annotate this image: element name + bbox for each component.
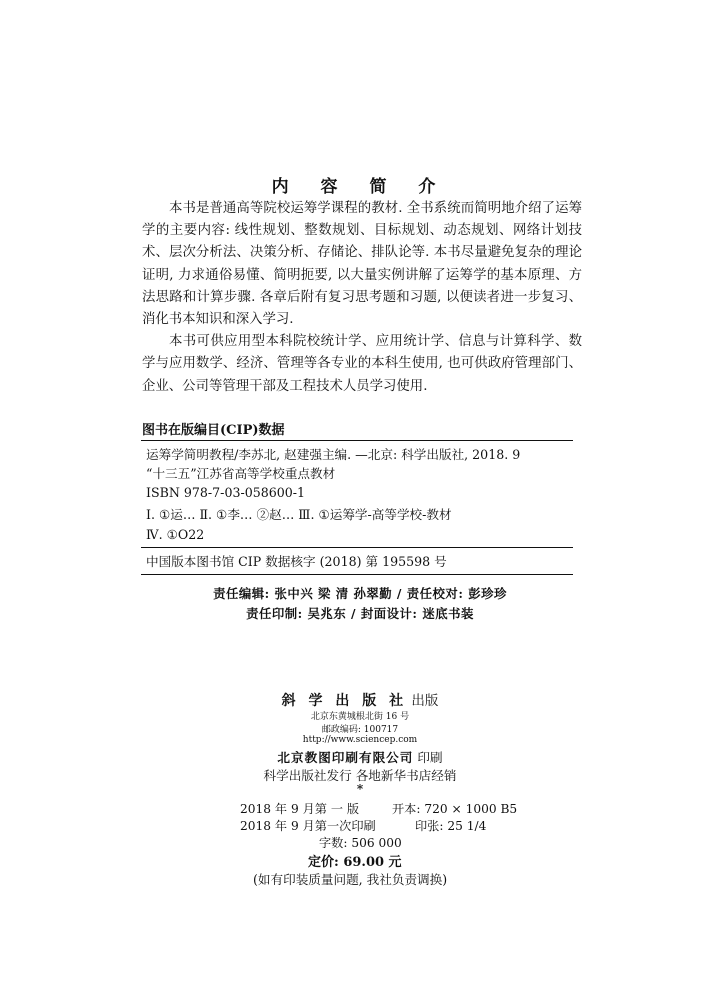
staff-line-2: 责任印制: 吴兆东 / 封面设计: 迷底书装 <box>246 606 474 621</box>
printer-suffix: 印刷 <box>417 750 443 765</box>
summary-paragraph-2: 本书可供应用型本科院校统计学、应用统计学、信息与计算科学、数学与应用数学、经济、管理等各专业的本科生使用, 也可供政府管理部门、企业、公司等管理干部及工程技术人员学习使用. <box>142 334 582 394</box>
price: 定价: 69.00 元 <box>308 855 402 870</box>
cip-line-1: 运筹学简明教程/李苏北, 赵建强主编. —北京: 科学出版社, 2018. 9 <box>146 447 521 462</box>
cip-line-2: “十三五”江苏省高等学校重点教材 <box>146 466 336 481</box>
cip-line-5: Ⅳ. ①O22 <box>146 527 205 542</box>
word-count: 字数: 506 000 <box>319 836 402 850</box>
cip-isbn: ISBN 978-7-03-058600-1 <box>146 485 306 500</box>
format-size: 开本: 720 × 1000 B5 <box>392 802 518 816</box>
printer-name: 北京教图印刷有限公司 <box>277 750 414 765</box>
publisher-postcode: 邮政编码: 100717 <box>321 725 399 735</box>
publisher-logo-text: 斜 学 出 版 社 <box>281 693 408 709</box>
cip-line-4: Ⅰ. ①运… Ⅱ. ①李… ②赵… Ⅲ. ①运筹学-高等学校-教材 <box>146 507 452 522</box>
publisher-name <box>0 689 720 710</box>
summary-paragraph-1: 本书是普通高等院校运筹学课程的教材. 全书系统而简明地介绍了运筹学的主要内容: 线性规划、整数规划、目标规划、动态规划、网络计划技术、层次分析法、决策分析、存储论、排队论等. 本书尽量避免复杂的理论证明, 力求通俗易懂、简明扼要, 以大量实例讲解了运筹学的基本原理、方法思路和计算步骤. 各章后附有复习思考题和习题, 以便读者进一步复习、消化书本知识和深入学习. <box>142 201 582 328</box>
cip-title: 图书在版编目(CIP)数据 <box>142 423 285 438</box>
staff-line-1: 责任编辑: 张中兴 梁 清 孙翠勤 / 责任校对: 彭珍珍 <box>213 586 507 601</box>
sheet-count: 印张: 25 1/4 <box>415 819 487 833</box>
publisher-suffix: 出版 <box>411 693 439 709</box>
cip-middle-rule <box>141 547 573 548</box>
separator-star: * <box>356 782 364 796</box>
summary-body <box>142 198 582 398</box>
publisher-address: 北京东黄城根北街 16 号 <box>310 712 410 722</box>
cip-data-number: 中国版本图书馆 CIP 数据核字 (2018) 第 195598 号 <box>146 554 447 569</box>
publisher-url: http://www.sciencep.com <box>302 735 418 745</box>
edition-date: 2018 年 9 月第 一 版 <box>240 802 360 816</box>
summary-title: 内 容 简 介 <box>271 177 449 197</box>
printing-date: 2018 年 9 月第一次印刷 <box>240 819 376 833</box>
cip-top-rule <box>141 440 573 441</box>
cip-bottom-rule <box>141 574 573 575</box>
distribution-line: 科学出版社发行 各地新华书店经销 <box>263 768 457 783</box>
printer-line <box>0 747 720 766</box>
quality-note: (如有印装质量问题, 我社负责调换) <box>253 872 448 887</box>
